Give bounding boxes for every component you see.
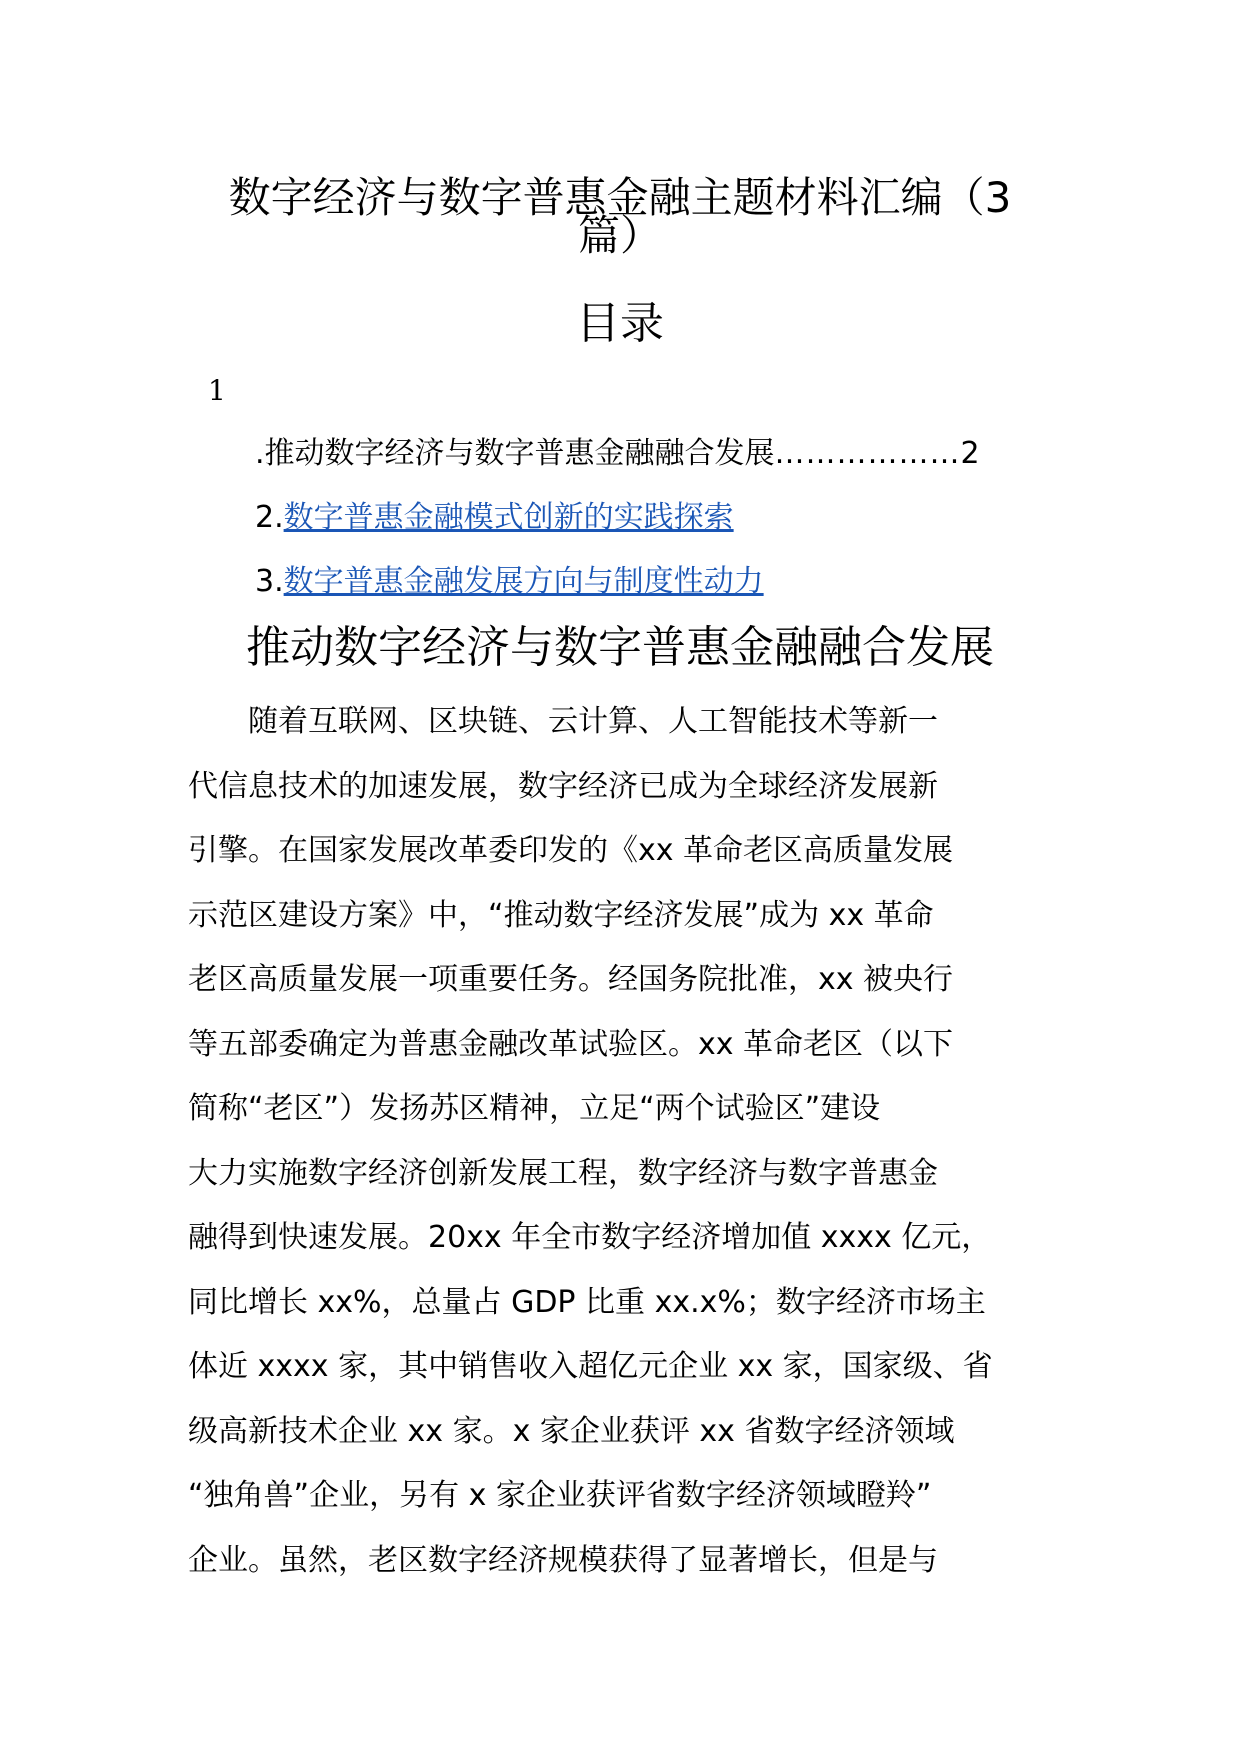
body-line: 融得到快速发展。20xx 年全市数字经济增加值 xxxx 亿元， <box>188 1220 992 1255</box>
body-line: 同比增长 xx%，总量占 GDP 比重 xx.x%；数字经济市场主 <box>188 1284 986 1320</box>
toc-entry-1[interactable] <box>255 432 980 476</box>
toc-entry-1-text: .推动数字经济与数字普惠金融融合发展 <box>255 436 775 471</box>
toc-heading: 目录 <box>576 298 664 349</box>
body-line: 随着互联网、区块链、云计算、人工智能技术等新一 <box>248 704 938 739</box>
toc-entry-3 <box>255 560 764 604</box>
toc-link-3[interactable]: 数字普惠金融发展方向与制度性动力 <box>283 564 764 599</box>
body-line: 引擎。在国家发展改革委印发的《xx 革命老区高质量发展 <box>188 833 954 868</box>
body-line: “独角兽”企业，另有 x 家企业获评省数字经济领域瞪羚” <box>188 1478 932 1513</box>
body-line: 体近 xxxx 家，其中销售收入超亿元企业 xx 家，国家级、省 <box>188 1349 993 1384</box>
body-line: 代信息技术的加速发展，数字经济已成为全球经济发展新 <box>188 768 938 804</box>
body-line: 大力实施数字经济创新发展工程，数字经济与数字普惠金 <box>188 1155 938 1191</box>
body-paragraph <box>188 690 1058 1593</box>
toc-leader-dots: ……………… <box>774 436 961 471</box>
body-line: 示范区建设方案》中，“推动数字经济发展”成为 xx 革命 <box>188 897 934 933</box>
section-title: 推动数字经济与数字普惠金融融合发展 <box>246 622 994 673</box>
body-line: 老区高质量发展一项重要任务。经国务院批准，xx 被央行 <box>188 962 954 997</box>
body-line: 企业。虽然，老区数字经济规模获得了显著增长，但是与 <box>188 1542 938 1578</box>
body-line: 级高新技术企业 xx 家。x 家企业获评 xx 省数字经济领域 <box>188 1413 955 1449</box>
body-line: 简称“老区”）发扬苏区精神，立足“两个试验区”建设 <box>188 1091 881 1126</box>
document-title-line-2: 篇） <box>577 211 662 260</box>
body-line: 等五部委确定为普惠金融改革试验区。xx 革命老区（以下 <box>188 1026 954 1062</box>
document-title-line-1: 数字经济与数字普惠金融主题材料汇编（3 <box>228 173 1012 222</box>
toc-link-2[interactable]: 数字普惠金融模式创新的实践探索 <box>283 500 734 535</box>
toc-entry-2-number: 2. <box>255 500 284 535</box>
toc-entry-2 <box>255 496 734 540</box>
toc-stray-number: 1 <box>208 374 226 407</box>
toc-entry-1-page: 2 <box>960 436 980 471</box>
toc-entry-3-number: 3. <box>255 564 284 599</box>
